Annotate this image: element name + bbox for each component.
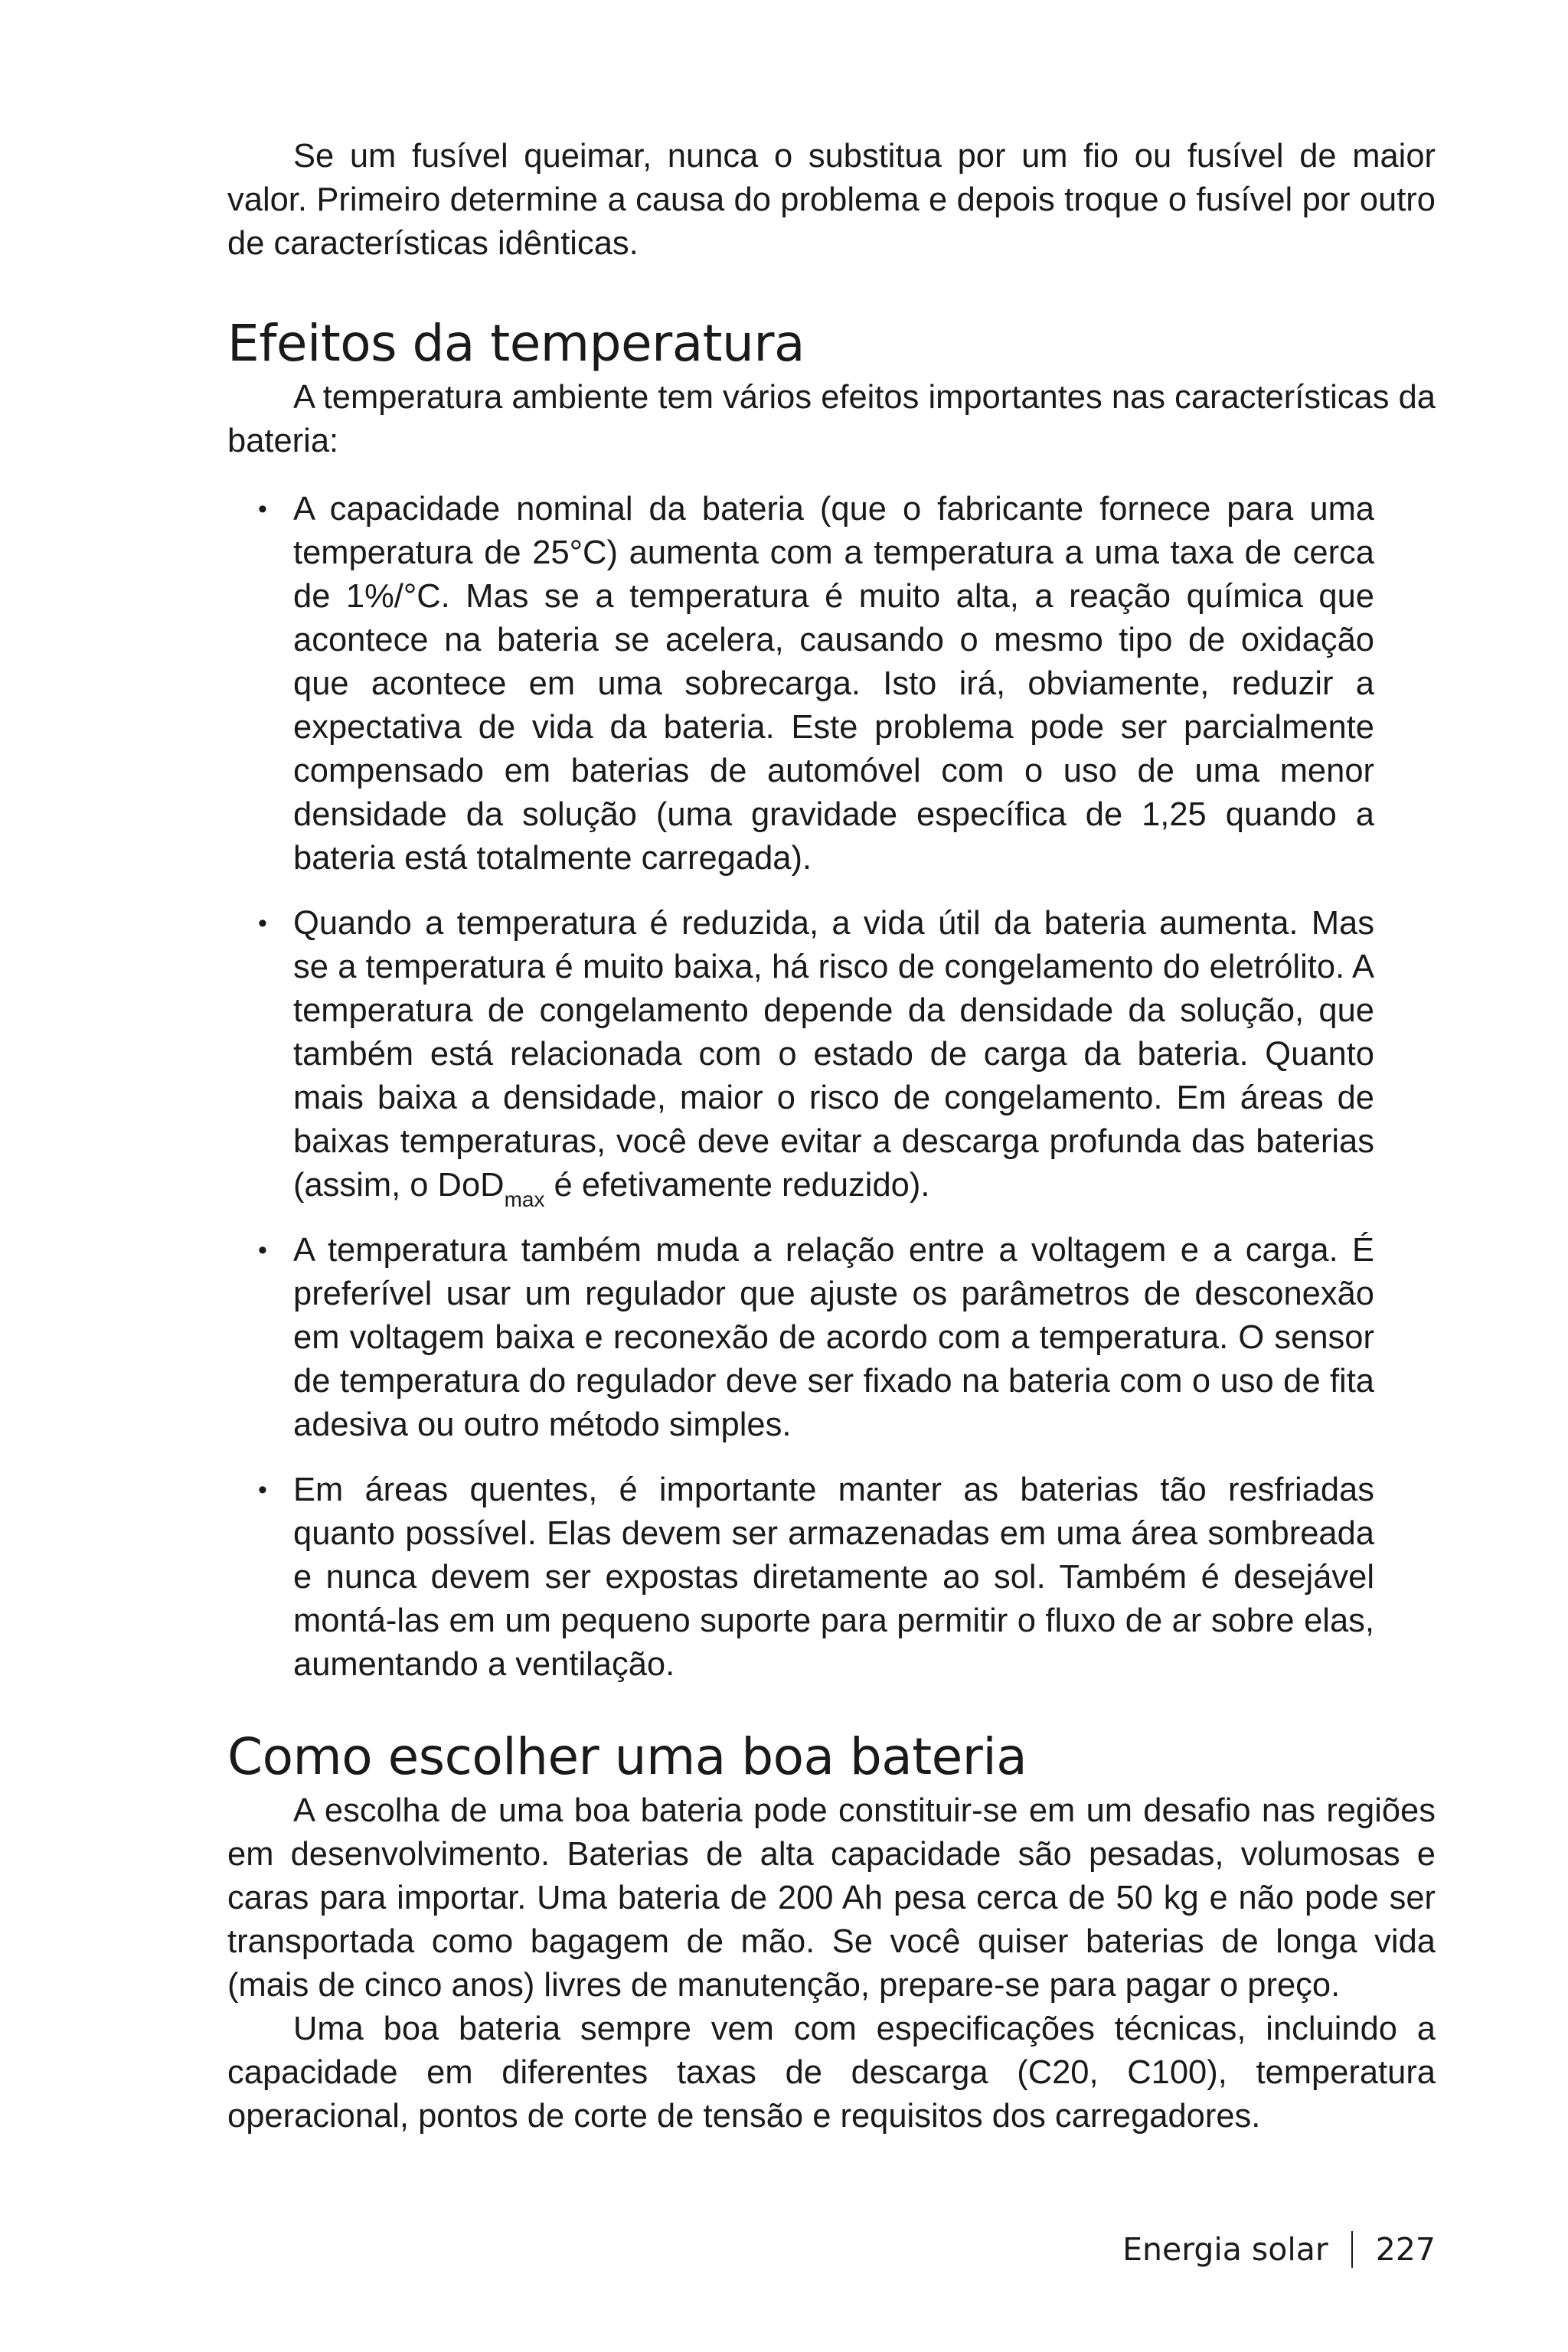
temperature-lead-paragraph: A temperatura ambiente tem vários efeitos importantes nas características da bateria:: [227, 379, 1436, 459]
page-number: 227: [1375, 2231, 1436, 2268]
footer-divider: [1351, 2231, 1353, 2268]
subscript-max: max: [504, 1187, 545, 1211]
intro-paragraph: Se um fusível queimar, nunca o substitua por um fio ou fusível de maior valor. Primeiro determine a causa do problema e depois troque o fusível por outro de características idênticas.: [227, 138, 1436, 262]
bullet-glyph: •: [258, 1475, 267, 1504]
section-heading-temperature: Efeitos da temperatura: [227, 314, 805, 373]
bullet-item: [227, 1468, 1374, 1687]
bullet-text: [293, 902, 1374, 1211]
choose-paragraph-1: A escolha de uma boa bateria pode constituir-se em um desafio nas regiões em desenvolvimento. Baterias de alta capacidade são pesadas, volumosas e caras para importar. Uma bateria de 200 Ah pesa cerca de 50 kg e não pode ser transportada como bagagem de mão. Se você quiser baterias de longa vida (mais de cinco anos) livres de manutenção, prepare-se para pagar o preço.: [227, 1792, 1436, 2004]
bullet-text: Em áreas quentes, é importante manter as baterias tão resfriadas quanto possível. Elas devem ser armazenadas em uma área sombreada e nunca devem ser expostas diretamente ao sol. Também é desejável montá-las em um pequeno suporte para permitir o fluxo de ar sobre elas, aumentando a ventilação.: [293, 1472, 1374, 1683]
bullet-item: [227, 902, 1374, 1211]
section-heading-choose-battery: Como escolher uma boa bateria: [227, 1727, 1027, 1786]
choose-paragraph-2: Uma boa bateria sempre vem com especificações técnicas, incluindo a capacidade em diferentes taxas de descarga (C20, C100), temperatura operacional, pontos de corte de tensão e requisitos dos carregadores.: [227, 2011, 1436, 2135]
temperature-bullet-list: [227, 488, 1374, 1687]
page-footer: [1122, 2226, 1436, 2272]
bullet-text-before: Quando a temperatura é reduzida, a vida útil da bateria aumenta. Mas se a temperatura é muito baixa, há risco de congelamento do eletrólito. A temperatura de congelamento depende da densidade da solução, que também está relacionada com o estado de carga da bateria. Quanto mais baixa a densidade, maior o risco de congelamento. Em áreas de baixas temperaturas, você deve evitar a descarga profunda das baterias (assim, o DoD: [293, 905, 1374, 1204]
bullet-text: A capacidade nominal da bateria (que o fabricante fornece para uma temperatura de 25°C) aumenta com a temperatura a uma taxa de cerca de 1%/°C. Mas se a temperatura é muito alta, a reação química que acontece na bateria se acelera, causando o mesmo tipo de oxidação que acontece em uma sobrecarga. Isto irá, obviamente, reduzir a expectativa de vida da bateria. Este problema pode ser parcialmente compensado em baterias de automóvel com o uso de uma menor densidade da solução (uma gravidade específica de 1,25 quando a bateria está totalmente carregada).: [293, 491, 1374, 877]
bullet-item: [227, 1229, 1374, 1447]
bullet-item: [227, 488, 1374, 880]
footer-section-title: Energia solar: [1122, 2231, 1328, 2268]
bullet-glyph: •: [258, 495, 267, 524]
bullet-glyph: •: [258, 1236, 267, 1265]
page-body: [227, 135, 1436, 2138]
bullet-text-after: é efetivamente reduzido).: [544, 1167, 930, 1204]
bullet-text: A temperatura também muda a relação entre a voltagem e a carga. É preferível usar um regulador que ajuste os parâmetros de desconexão em voltagem baixa e reconexão de acordo com a temperatura. O sensor de temperatura do regulador deve ser fixado na bateria com o uso de fita adesiva ou outro método simples.: [293, 1232, 1374, 1443]
bullet-glyph: •: [258, 909, 267, 938]
